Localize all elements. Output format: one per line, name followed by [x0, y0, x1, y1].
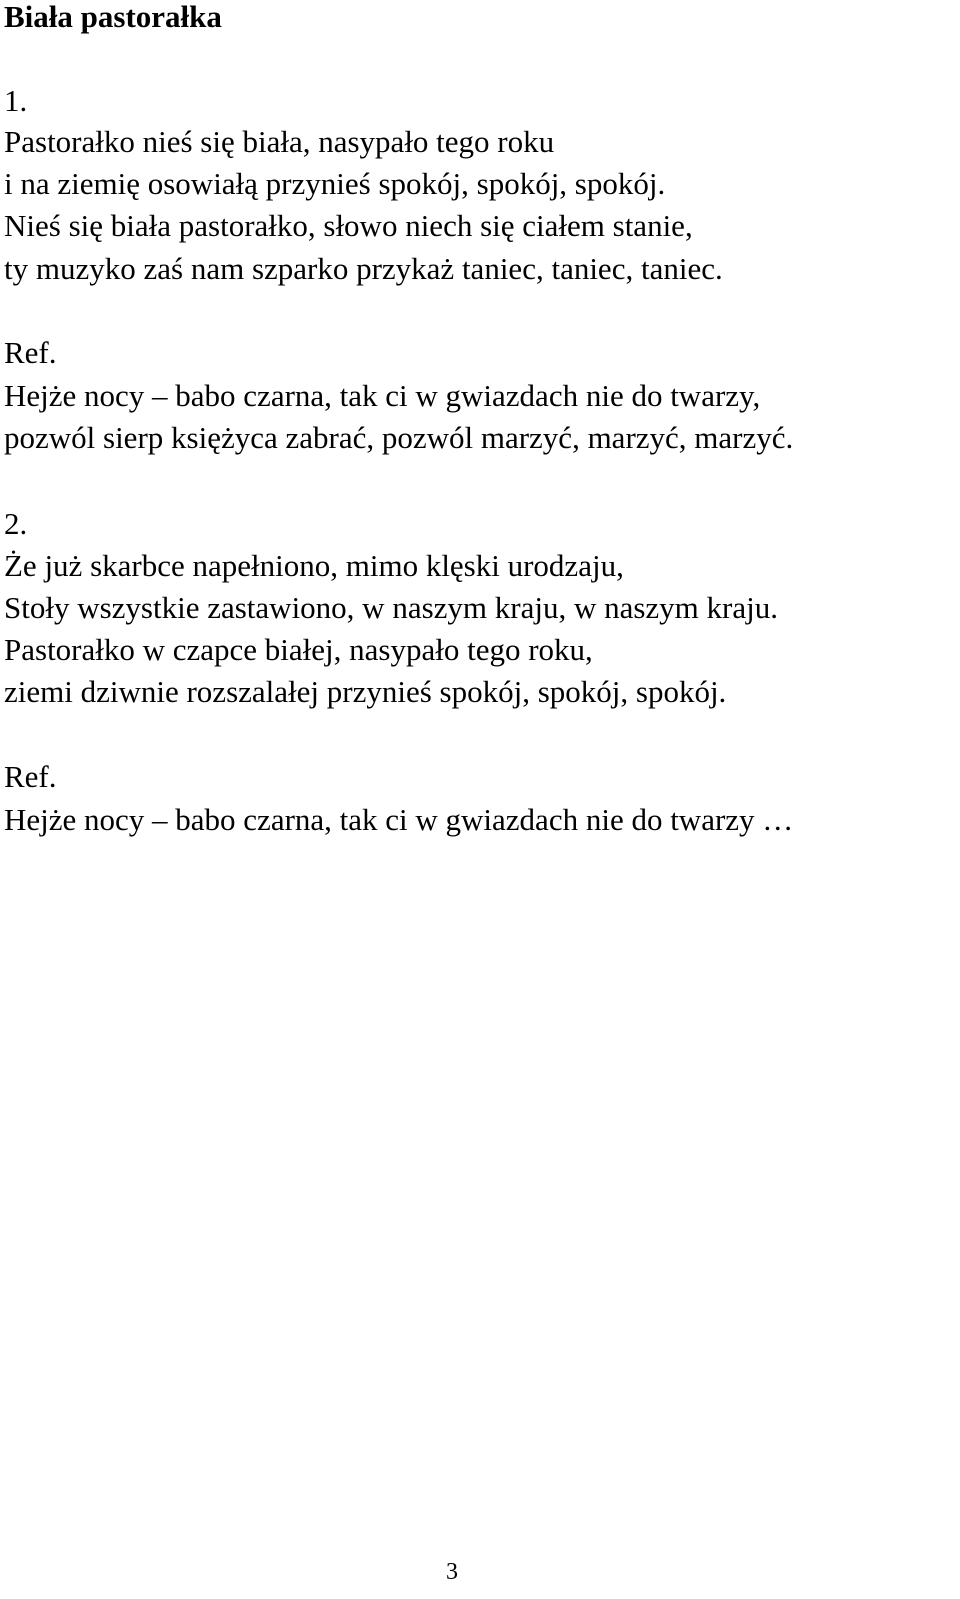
verse-2-line-4: ziemi dziwnie rozszalałej przynieś spokój, spokój, spokój.	[4, 674, 727, 709]
refrain-1-line-2: pozwól sierp księżyca zabrać, pozwól marzyć, marzyć, marzyć.	[4, 420, 794, 455]
refrain-2-label: Ref.	[4, 759, 57, 794]
verse-1-line-2: i na ziemię osowiałą przynieś spokój, spokój, spokój.	[4, 166, 666, 201]
verse-1-line-4: ty muzyko zaś nam szparko przykaż taniec, taniec, taniec.	[4, 251, 723, 286]
verse-1-number: 1.	[4, 83, 28, 118]
page-number: 3	[446, 1559, 458, 1585]
verse-2-line-1: Że już skarbce napełniono, mimo klęski urodzaju,	[4, 548, 624, 583]
verse-1-line-1: Pastorałko nieś się biała, nasypało tego roku	[4, 124, 555, 159]
verse-2-line-2: Stoły wszystkie zastawiono, w naszym kraju, w naszym kraju.	[4, 590, 778, 625]
refrain-1-label: Ref.	[4, 335, 57, 370]
verse-2-line-3: Pastorałko w czapce białej, nasypało tego roku,	[4, 632, 593, 667]
song-title: Biała pastorałka	[4, 0, 222, 34]
verse-2-number: 2.	[4, 506, 28, 541]
verse-1-line-3: Nieś się biała pastorałko, słowo niech się ciałem stanie,	[4, 208, 693, 243]
refrain-1-line-1: Hejże nocy – babo czarna, tak ci w gwiazdach nie do twarzy,	[4, 378, 761, 413]
refrain-2-line-1: Hejże nocy – babo czarna, tak ci w gwiazdach nie do twarzy …	[4, 802, 794, 837]
